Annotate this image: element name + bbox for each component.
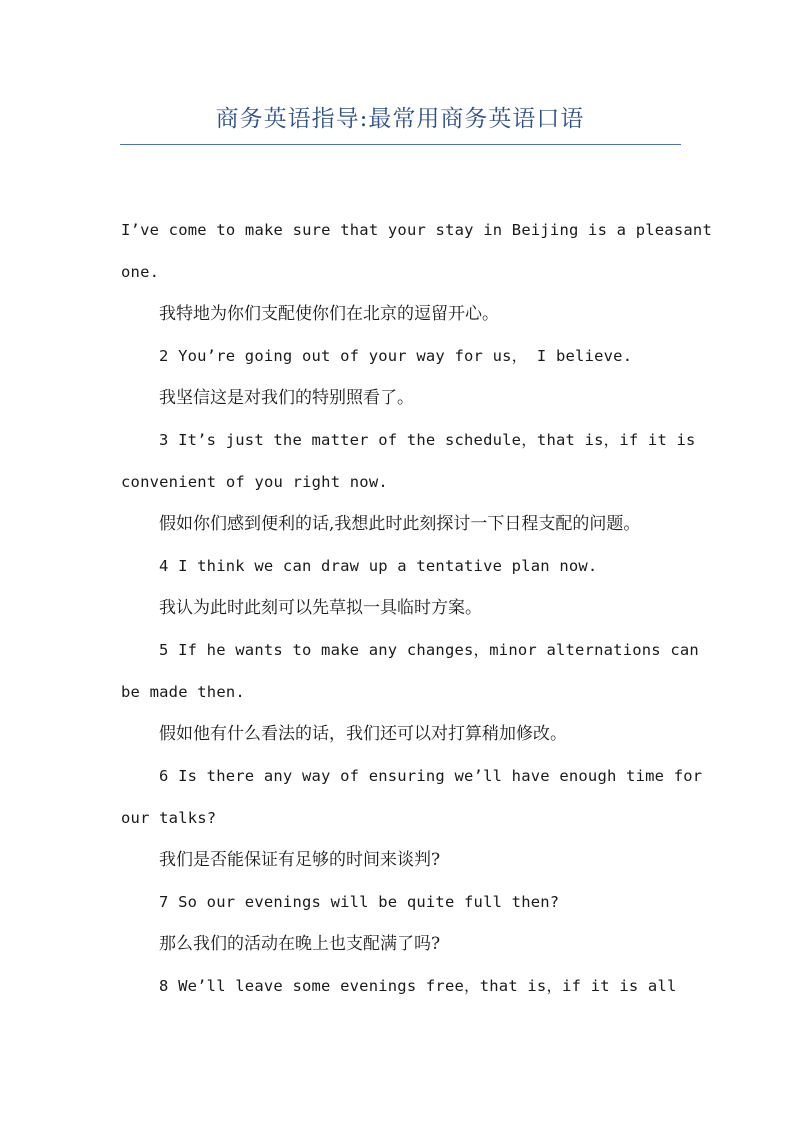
document-title: 商务英语指导:最常用商务英语口语 <box>215 106 585 132</box>
text-line-en: one. <box>121 263 160 281</box>
text-line-zh: 我坚信这是对我们的特别照看了。 <box>159 388 414 408</box>
text-line-en: 5 If he wants to make any changes，minor alternations can <box>159 641 699 659</box>
text-line-zh: 我认为此时此刻可以先草拟一具临时方案。 <box>159 598 482 618</box>
text-line-en: 6 Is there any way of ensuring we’ll have enough time for <box>159 767 703 785</box>
text-line-zh: 假如他有什么看法的话，我们还可以对打算稍加修改。 <box>159 724 567 744</box>
text-line-zh: 那么我们的活动在晚上也支配满了吗? <box>159 934 441 954</box>
text-line-en: be made then. <box>121 683 245 701</box>
text-line-en: convenient of you right now. <box>121 473 388 491</box>
text-line-zh: 我们是否能保证有足够的时间来谈判? <box>159 850 441 870</box>
text-line-en: 3 It’s just the matter of the schedule，that is，if it is <box>159 431 696 449</box>
text-line-en: 2 You’re going out of your way for us， I believe. <box>159 347 633 365</box>
title-underline <box>120 144 681 145</box>
text-line-en: I’ve come to make sure that your stay in Beijing is a pleasant <box>121 221 712 239</box>
text-line-en: our talks? <box>121 809 217 827</box>
text-line-en: 7 So our evenings will be quite full then? <box>159 893 560 911</box>
text-line-zh: 我特地为你们支配使你们在北京的逗留开心。 <box>159 304 499 324</box>
text-line-zh: 假如你们感到便利的话,我想此时此刻探讨一下日程支配的问题。 <box>159 514 641 534</box>
text-line-en: 4 I think we can draw up a tentative plan now. <box>159 557 598 575</box>
text-line-en: 8 We’ll leave some evenings free，that is，if it is all <box>159 977 677 995</box>
